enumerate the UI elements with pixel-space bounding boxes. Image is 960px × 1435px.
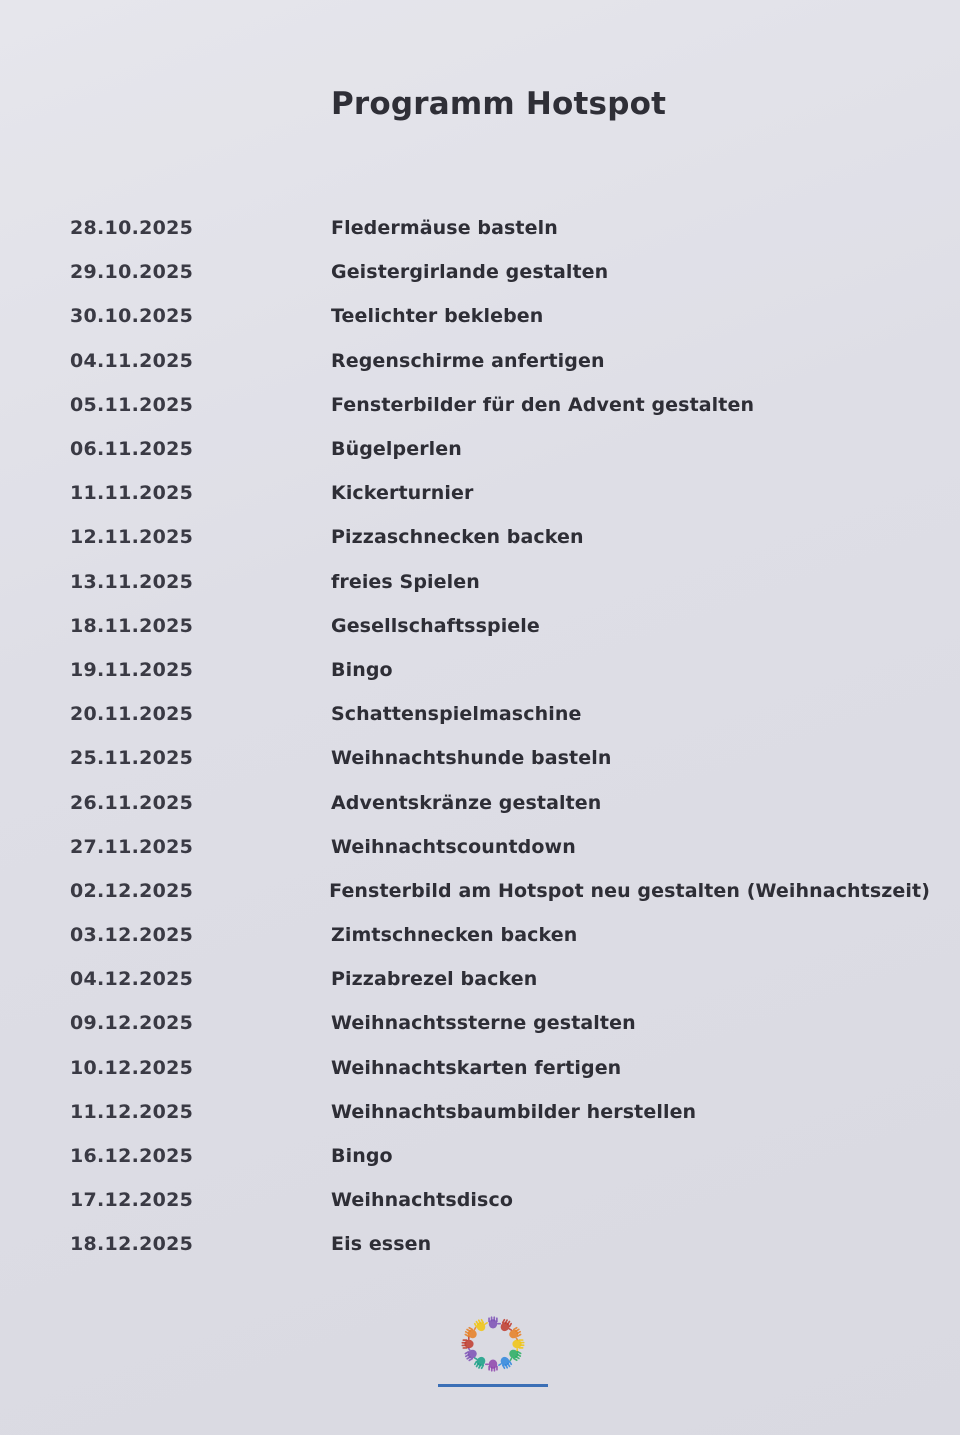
schedule-date: 30.10.2025 xyxy=(70,305,194,328)
schedule-activity: Bingo xyxy=(331,658,393,681)
schedule-row xyxy=(70,1134,930,1178)
schedule-activity: Geistergirlande gestalten xyxy=(331,261,609,284)
schedule-row xyxy=(70,339,930,383)
schedule-row xyxy=(70,427,930,471)
schedule-date: 11.11.2025 xyxy=(70,482,194,505)
schedule-row xyxy=(70,780,930,824)
handprint-icon xyxy=(496,1355,513,1372)
schedule-date: 17.12.2025 xyxy=(70,1189,194,1212)
schedule-activity: Kickerturnier xyxy=(331,482,474,505)
schedule-row xyxy=(70,648,930,692)
schedule-activity: Pizzaschnecken backen xyxy=(331,526,584,549)
handprint-icon xyxy=(473,1316,490,1333)
schedule-activity: Weihnachtsbaumbilder herstellen xyxy=(331,1100,697,1123)
schedule-activity: Bügelperlen xyxy=(331,438,462,461)
schedule-activity: Teelichter bekleben xyxy=(331,305,544,328)
schedule-activity: Weihnachtssterne gestalten xyxy=(331,1012,636,1035)
schedule-row xyxy=(70,1046,930,1090)
schedule-date: 10.12.2025 xyxy=(70,1056,194,1079)
schedule-date: 16.12.2025 xyxy=(70,1145,194,1168)
schedule-activity: freies Spielen xyxy=(331,570,480,593)
schedule-date: 19.11.2025 xyxy=(70,658,194,681)
schedule-date: 18.11.2025 xyxy=(70,614,194,637)
schedule-row xyxy=(70,1178,930,1222)
schedule-row xyxy=(70,560,930,604)
schedule-activity: Weihnachtskarten fertigen xyxy=(331,1056,622,1079)
schedule-activity: Weihnachtscountdown xyxy=(331,835,576,858)
schedule-activity: Adventskränze gestalten xyxy=(331,791,602,814)
handprint-icon xyxy=(488,1316,501,1328)
schedule-row xyxy=(70,604,930,648)
schedule-activity: Bingo xyxy=(331,1145,393,1168)
handprint-circle-logo-icon xyxy=(437,1308,549,1392)
schedule-row xyxy=(70,206,930,250)
schedule-date: 03.12.2025 xyxy=(70,924,194,947)
schedule-activity: Pizzabrezel backen xyxy=(331,968,538,991)
schedule-list xyxy=(70,206,930,1267)
schedule-activity: Fensterbild am Hotspot neu gestalten (Weihnachtszeit) xyxy=(329,879,930,902)
handprint-icon xyxy=(485,1360,498,1372)
schedule-activity: Regenschirme anfertigen xyxy=(331,349,605,372)
schedule-date: 11.12.2025 xyxy=(70,1100,194,1123)
schedule-row xyxy=(70,471,930,515)
schedule-date: 05.11.2025 xyxy=(70,393,194,416)
schedule-row xyxy=(70,869,930,913)
schedule-activity: Zimtschnecken backen xyxy=(331,924,578,947)
schedule-row xyxy=(70,825,930,869)
schedule-activity: Fledermäuse basteln xyxy=(331,217,558,240)
schedule-date: 02.12.2025 xyxy=(70,879,194,902)
schedule-row xyxy=(70,294,930,338)
schedule-date: 26.11.2025 xyxy=(70,791,194,814)
schedule-date: 06.11.2025 xyxy=(70,438,194,461)
schedule-date: 28.10.2025 xyxy=(70,217,194,240)
page-title: Programm Hotspot xyxy=(331,86,667,122)
schedule-row xyxy=(70,957,930,1001)
schedule-date: 04.12.2025 xyxy=(70,968,194,991)
schedule-row xyxy=(70,692,930,736)
schedule-row xyxy=(70,383,930,427)
schedule-activity: Eis essen xyxy=(331,1233,432,1256)
schedule-date: 09.12.2025 xyxy=(70,1012,194,1035)
schedule-activity: Schattenspielmaschine xyxy=(331,703,582,726)
schedule-date: 04.11.2025 xyxy=(70,349,194,372)
schedule-row xyxy=(70,250,930,294)
schedule-row xyxy=(70,1090,930,1134)
logo-underline xyxy=(438,1384,548,1387)
schedule-date: 12.11.2025 xyxy=(70,526,194,549)
schedule-date: 29.10.2025 xyxy=(70,261,194,284)
schedule-row xyxy=(70,515,930,559)
schedule-activity: Gesellschaftsspiele xyxy=(331,614,540,637)
schedule-date: 25.11.2025 xyxy=(70,747,194,770)
schedule-date: 27.11.2025 xyxy=(70,835,194,858)
schedule-activity: Weihnachtsdisco xyxy=(331,1189,513,1212)
schedule-row xyxy=(70,1001,930,1045)
schedule-date: 18.12.2025 xyxy=(70,1233,194,1256)
schedule-row xyxy=(70,736,930,780)
schedule-activity: Weihnachtshunde basteln xyxy=(331,747,612,770)
schedule-row xyxy=(70,1222,930,1266)
schedule-date: 13.11.2025 xyxy=(70,570,194,593)
schedule-row xyxy=(70,913,930,957)
schedule-activity: Fensterbilder für den Advent gestalten xyxy=(331,393,755,416)
schedule-date: 20.11.2025 xyxy=(70,703,194,726)
